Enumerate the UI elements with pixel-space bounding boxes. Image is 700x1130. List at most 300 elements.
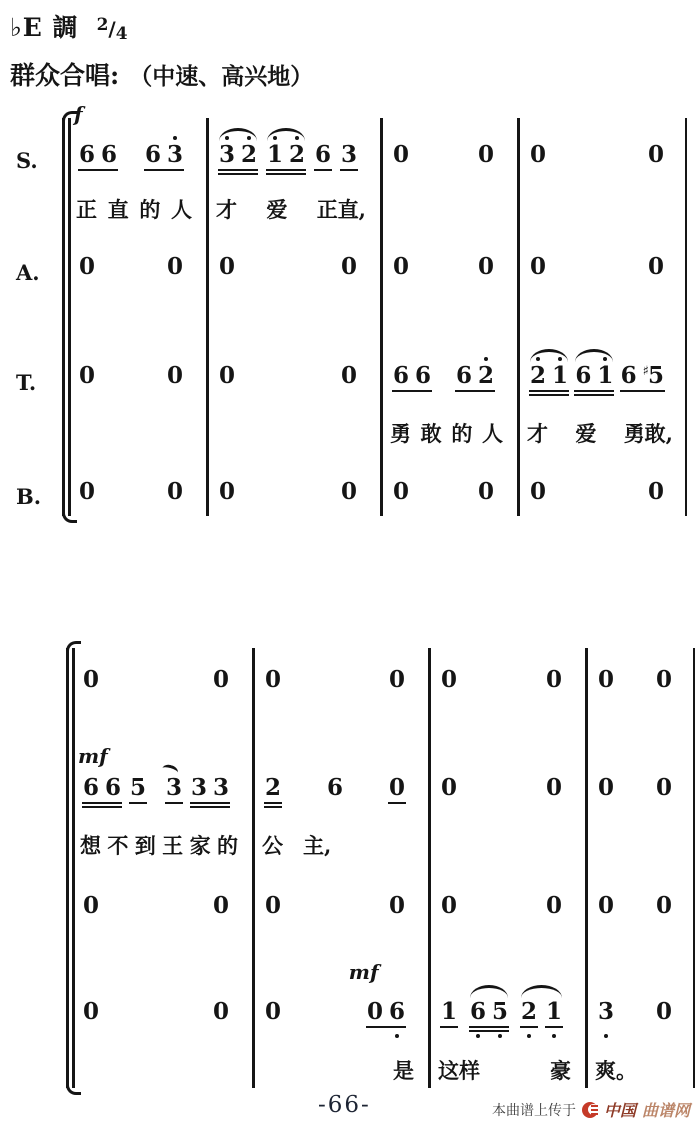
page-number: -66- xyxy=(318,1092,371,1118)
beat-group xyxy=(545,668,563,694)
note: 2 xyxy=(521,1000,537,1024)
beat-group xyxy=(388,776,406,804)
system-left-double-barline xyxy=(68,118,71,516)
underline-group xyxy=(529,255,547,281)
barline xyxy=(585,648,588,1088)
lyric-syllable: 勇敢, xyxy=(623,421,673,446)
underline-group xyxy=(392,255,410,281)
underline-group xyxy=(529,480,547,506)
underline-group xyxy=(166,255,184,281)
rest: 0 xyxy=(265,666,282,693)
system-1 xyxy=(16,102,687,516)
octave-dot-below xyxy=(552,1034,556,1038)
lyric-syllable: 爽。 xyxy=(595,1058,637,1083)
underline-group xyxy=(655,668,673,694)
note: 6 xyxy=(393,362,410,389)
rest: 0 xyxy=(545,892,562,919)
note: 1 xyxy=(552,364,568,388)
rest: 0 xyxy=(219,478,236,505)
measure-notes xyxy=(392,364,495,392)
note: 3 xyxy=(212,774,229,801)
underline-group xyxy=(82,1000,100,1026)
lyric-syllable: 的 xyxy=(216,833,238,858)
beat-group xyxy=(655,668,673,694)
beat-group xyxy=(218,480,236,506)
bracket-hook-bottom xyxy=(62,508,77,523)
lyric-syllable: 敢 xyxy=(420,421,442,446)
underline-group xyxy=(597,894,615,920)
lyric-syllable: 主, xyxy=(303,833,332,858)
rest: 0 xyxy=(545,774,562,801)
tempo-marking: （中速、高兴地） xyxy=(129,63,314,90)
beat-group xyxy=(212,894,230,920)
underline-group xyxy=(545,776,563,802)
note: 6 xyxy=(101,141,118,168)
underline-group xyxy=(264,776,282,804)
note: 2 xyxy=(241,143,257,167)
beat-group xyxy=(166,480,184,506)
beat-group xyxy=(340,480,358,506)
rest: 0 xyxy=(340,253,357,280)
note: 6 xyxy=(620,362,637,389)
dynamic-marking: mf xyxy=(78,744,108,768)
lyric-syllable: 这样 xyxy=(438,1058,480,1083)
beat-group xyxy=(218,364,236,390)
beat-group xyxy=(212,668,230,694)
slurred-beat-group xyxy=(218,143,258,171)
lyric-syllable: 才 xyxy=(216,197,237,222)
underline-group xyxy=(82,776,122,804)
note: 1 xyxy=(267,143,283,167)
watermark-text: 本曲谱上传于 xyxy=(492,1102,576,1119)
beat-group xyxy=(82,776,147,804)
beat-group xyxy=(597,776,615,802)
lyric-syllable: 的 xyxy=(451,421,473,446)
beat-group xyxy=(647,480,665,506)
note: 2 xyxy=(265,774,282,801)
underline-group xyxy=(264,894,282,920)
beat-group xyxy=(340,255,358,281)
beat-group xyxy=(477,255,495,281)
beat-group xyxy=(477,143,495,169)
note: 6 xyxy=(470,1000,486,1024)
rest: 0 xyxy=(598,666,615,693)
measure-lyrics xyxy=(390,418,503,448)
barline xyxy=(517,118,520,516)
beat-group xyxy=(647,143,665,169)
slurred-beat-group xyxy=(574,364,614,392)
rest: 0 xyxy=(219,362,236,389)
bracket-hook-top xyxy=(66,641,81,656)
underline-group xyxy=(340,364,358,390)
measure-notes xyxy=(529,255,665,281)
note: 3 xyxy=(598,1000,614,1024)
barline xyxy=(693,648,696,1088)
beat-group xyxy=(82,1000,100,1026)
fall-mark xyxy=(161,763,179,778)
beat-group xyxy=(264,776,282,804)
beat-group xyxy=(440,894,458,920)
rest: 0 xyxy=(265,892,282,919)
note: 6 xyxy=(455,362,472,389)
beat-group xyxy=(440,1000,458,1028)
underline-group xyxy=(440,1000,458,1028)
octave-dot-below xyxy=(395,1034,399,1038)
underline-group xyxy=(545,1000,563,1028)
note: 6 xyxy=(144,141,161,168)
beat-group xyxy=(597,668,615,694)
measure-notes xyxy=(597,894,673,920)
rest: 0 xyxy=(655,892,672,919)
system-2 xyxy=(66,648,695,1088)
rest: 0 xyxy=(530,478,547,505)
underline-group xyxy=(218,480,236,506)
rest: 0 xyxy=(212,892,229,919)
slurred-beat-group xyxy=(266,143,306,171)
measure-lyrics xyxy=(216,194,366,224)
lyric-syllable: 才 xyxy=(527,421,548,446)
underline-group xyxy=(477,255,495,281)
note: 6 xyxy=(415,362,432,389)
underline-group xyxy=(477,480,495,506)
underline-group xyxy=(129,776,147,804)
measure-notes xyxy=(218,364,358,390)
note: 5 xyxy=(130,774,147,801)
note: 3 xyxy=(167,143,183,167)
measure-notes xyxy=(82,776,230,804)
underline-group xyxy=(545,668,563,694)
measure-notes xyxy=(440,894,563,920)
underline-group xyxy=(264,668,282,694)
rest: 0 xyxy=(530,141,547,168)
underline-group xyxy=(392,143,410,169)
lyric-syllable: 豪 xyxy=(550,1058,571,1083)
underline-group xyxy=(520,1000,538,1028)
underline-group xyxy=(620,364,665,392)
beat-group xyxy=(455,364,495,392)
rest: 0 xyxy=(477,141,494,168)
beat-group xyxy=(166,364,184,390)
measure-notes xyxy=(392,255,495,281)
rest: 0 xyxy=(393,253,410,280)
beat-group xyxy=(545,894,563,920)
underline-group xyxy=(366,1000,406,1028)
note: 6 xyxy=(105,774,122,801)
rest: 0 xyxy=(598,892,615,919)
time-signature: $^2$/4 xyxy=(96,15,128,44)
beat-group xyxy=(165,776,230,804)
note: 1 xyxy=(597,364,613,388)
measure-notes xyxy=(392,143,495,169)
underline-group xyxy=(264,1000,282,1026)
rest: 0 xyxy=(388,774,405,801)
beat-group xyxy=(392,143,410,169)
lyric-syllable: 人 xyxy=(170,197,192,222)
octave-dot-above xyxy=(536,357,540,361)
underline-group xyxy=(78,480,96,506)
beat-group xyxy=(340,143,358,171)
measure-notes xyxy=(529,364,665,392)
underline-group xyxy=(647,143,665,169)
underline-group xyxy=(469,1000,509,1028)
note: 2 xyxy=(478,364,494,388)
beat-group xyxy=(326,776,344,802)
underline-group xyxy=(388,894,406,920)
beat-group xyxy=(477,480,495,506)
underline-group xyxy=(392,480,410,506)
underline-group xyxy=(597,1000,615,1026)
voice-label-s: S. xyxy=(16,148,38,173)
measure-notes xyxy=(78,480,184,506)
barline xyxy=(428,648,431,1088)
header-title-line xyxy=(10,56,313,92)
underline-group xyxy=(218,255,236,281)
octave-dot-above xyxy=(225,136,229,140)
rest: 0 xyxy=(83,892,100,919)
measure-notes xyxy=(218,255,358,281)
rest: 0 xyxy=(393,141,410,168)
note: 3 xyxy=(340,141,357,168)
rest: 0 xyxy=(166,253,183,280)
octave-dot-above xyxy=(295,136,299,140)
measure-notes xyxy=(78,364,184,390)
octave-dot-above xyxy=(558,357,562,361)
beat-group xyxy=(314,143,332,171)
lyric-syllable: 爱 xyxy=(575,421,597,446)
lyric-syllable: 勇 xyxy=(390,421,411,446)
beat-group xyxy=(597,1000,615,1026)
rest: 0 xyxy=(655,666,672,693)
beat-group xyxy=(340,364,358,390)
lyric-syllable: 公 xyxy=(262,833,283,858)
rest: 0 xyxy=(655,998,672,1025)
rest: 0 xyxy=(598,774,615,801)
underline-group xyxy=(455,364,495,392)
underline-group xyxy=(647,480,665,506)
note: ♯5 xyxy=(642,362,664,389)
underline-group xyxy=(655,1000,673,1026)
measure-lyrics xyxy=(438,1055,571,1085)
beat-group xyxy=(440,668,458,694)
note: 2 xyxy=(289,143,305,167)
rest: 0 xyxy=(647,141,664,168)
measure-notes xyxy=(264,1000,406,1028)
rest: 0 xyxy=(79,362,96,389)
beat-group xyxy=(392,364,432,392)
system-left-double-barline xyxy=(62,118,65,516)
underline-group xyxy=(82,668,100,694)
measure-lyrics xyxy=(595,1055,681,1085)
measure-notes xyxy=(597,668,673,694)
beat-group xyxy=(264,894,282,920)
barline xyxy=(380,118,383,516)
rest: 0 xyxy=(647,253,664,280)
lyric-syllable: 想 xyxy=(80,833,101,858)
beat-group xyxy=(264,668,282,694)
beat-group xyxy=(78,143,118,171)
key-signature: ♭E 調 xyxy=(10,13,79,42)
measure-lyrics xyxy=(76,194,192,224)
dynamic-marking: mf xyxy=(348,960,379,984)
underline-group xyxy=(78,143,118,171)
dynamic-marking: f xyxy=(74,102,83,126)
beat-group xyxy=(620,364,665,392)
rest: 0 xyxy=(530,253,547,280)
ensemble-label: 群众合唱: xyxy=(10,61,120,90)
rest: 0 xyxy=(166,478,183,505)
slurred-beat-group xyxy=(529,364,569,392)
rest: 0 xyxy=(393,478,410,505)
beat-group xyxy=(212,1000,230,1026)
note: 1 xyxy=(441,998,458,1025)
underline-group xyxy=(647,255,665,281)
note: 3 xyxy=(190,774,207,801)
bracket-hook-bottom xyxy=(66,1080,81,1095)
rest: 0 xyxy=(219,253,236,280)
measure-notes xyxy=(440,668,563,694)
lyric-syllable: 家 xyxy=(189,833,211,858)
underline-group xyxy=(440,776,458,802)
beat-group xyxy=(392,480,410,506)
rest: 0 xyxy=(79,253,96,280)
watermark-logo-icon xyxy=(582,1102,598,1118)
rest: 0 xyxy=(265,998,282,1025)
rest: 0 xyxy=(477,478,494,505)
measure-notes xyxy=(440,1000,563,1028)
underline-group xyxy=(78,364,96,390)
note: 3 xyxy=(166,776,182,800)
barline xyxy=(252,648,255,1088)
octave-dot-below xyxy=(527,1034,531,1038)
measure-notes xyxy=(264,668,406,694)
octave-dot-below xyxy=(476,1034,480,1038)
beat-group xyxy=(82,668,100,694)
underline-group xyxy=(218,364,236,390)
rest: 0 xyxy=(545,666,562,693)
measure-notes xyxy=(597,1000,673,1026)
beat-group xyxy=(392,255,410,281)
beat-group xyxy=(529,143,547,169)
measure-notes xyxy=(529,480,665,506)
beat-group xyxy=(78,364,96,390)
system-left-double-barline xyxy=(72,648,75,1088)
beat-group xyxy=(545,776,563,802)
rest: 0 xyxy=(647,478,664,505)
lyric-syllable: 爱 xyxy=(266,197,288,222)
measure-notes xyxy=(218,143,358,171)
underline-group xyxy=(388,668,406,694)
measure-notes xyxy=(82,1000,230,1026)
underline-group xyxy=(340,480,358,506)
rest: 0 xyxy=(166,362,183,389)
underline-group xyxy=(597,668,615,694)
underline-group xyxy=(440,668,458,694)
slurred-beat-group xyxy=(469,1000,509,1028)
rest: 0 xyxy=(212,666,229,693)
note: 6 xyxy=(315,141,332,168)
lyric-syllable: 的 xyxy=(139,197,161,222)
measure-notes xyxy=(440,776,563,802)
beat-group xyxy=(388,668,406,694)
octave-dot-above xyxy=(484,357,488,361)
measure-lyrics xyxy=(527,418,673,448)
rest: 0 xyxy=(441,774,458,801)
underline-group xyxy=(340,143,358,171)
beat-group xyxy=(655,1000,673,1026)
note: 3 xyxy=(219,143,235,167)
underline-group xyxy=(212,668,230,694)
rest: 0 xyxy=(477,253,494,280)
beat-group xyxy=(388,894,406,920)
octave-dot-above xyxy=(273,136,277,140)
measure-notes xyxy=(264,894,406,920)
underline-group xyxy=(574,364,614,392)
measure-notes xyxy=(78,143,184,171)
measure-notes xyxy=(218,480,358,506)
watermark xyxy=(492,1098,690,1121)
underline-group xyxy=(218,143,258,171)
beat-group xyxy=(655,776,673,802)
measure-lyrics xyxy=(262,830,414,860)
rest: 0 xyxy=(441,666,458,693)
note: 6 xyxy=(79,141,96,168)
voice-label-t: T. xyxy=(16,370,37,395)
rest: 0 xyxy=(655,774,672,801)
underline-group xyxy=(212,1000,230,1026)
watermark-site-suffix: 曲谱网 xyxy=(642,1101,691,1120)
beat-group xyxy=(144,143,184,171)
rest: 0 xyxy=(388,892,405,919)
rest: 0 xyxy=(83,998,100,1025)
underline-group xyxy=(82,894,100,920)
octave-dot-above xyxy=(173,136,177,140)
watermark-site-name: 中国 xyxy=(604,1101,637,1120)
beat-group xyxy=(529,255,547,281)
beat-group xyxy=(82,894,100,920)
underline-group xyxy=(144,143,184,171)
rest: 0 xyxy=(212,998,229,1025)
octave-dot-above xyxy=(603,357,607,361)
underline-group xyxy=(655,776,673,802)
underline-group xyxy=(190,776,230,804)
underline-group xyxy=(545,894,563,920)
lyric-syllable: 到 xyxy=(134,833,156,858)
underline-group xyxy=(529,143,547,169)
beat-group xyxy=(655,894,673,920)
underline-group xyxy=(78,255,96,281)
rest: 0 xyxy=(366,998,383,1025)
underline-group xyxy=(326,776,344,802)
measure-notes xyxy=(597,776,673,802)
underline-group xyxy=(440,894,458,920)
lyric-syllable: 人 xyxy=(481,421,503,446)
voice-label-a: A. xyxy=(16,260,40,285)
beat-group xyxy=(78,255,96,281)
underline-group xyxy=(165,776,183,804)
measure-notes xyxy=(264,776,406,804)
measure-notes xyxy=(392,480,495,506)
rest: 0 xyxy=(83,666,100,693)
lyric-syllable: 正 xyxy=(76,197,97,222)
beat-group xyxy=(166,255,184,281)
slurred-beat-group xyxy=(520,1000,563,1028)
lyric-syllable: 是 xyxy=(393,1058,414,1083)
beat-group xyxy=(366,1000,406,1028)
lyric-syllable: 王 xyxy=(162,833,184,858)
underline-group xyxy=(266,143,306,171)
note: 6 xyxy=(326,774,343,801)
beat-group xyxy=(264,1000,282,1026)
